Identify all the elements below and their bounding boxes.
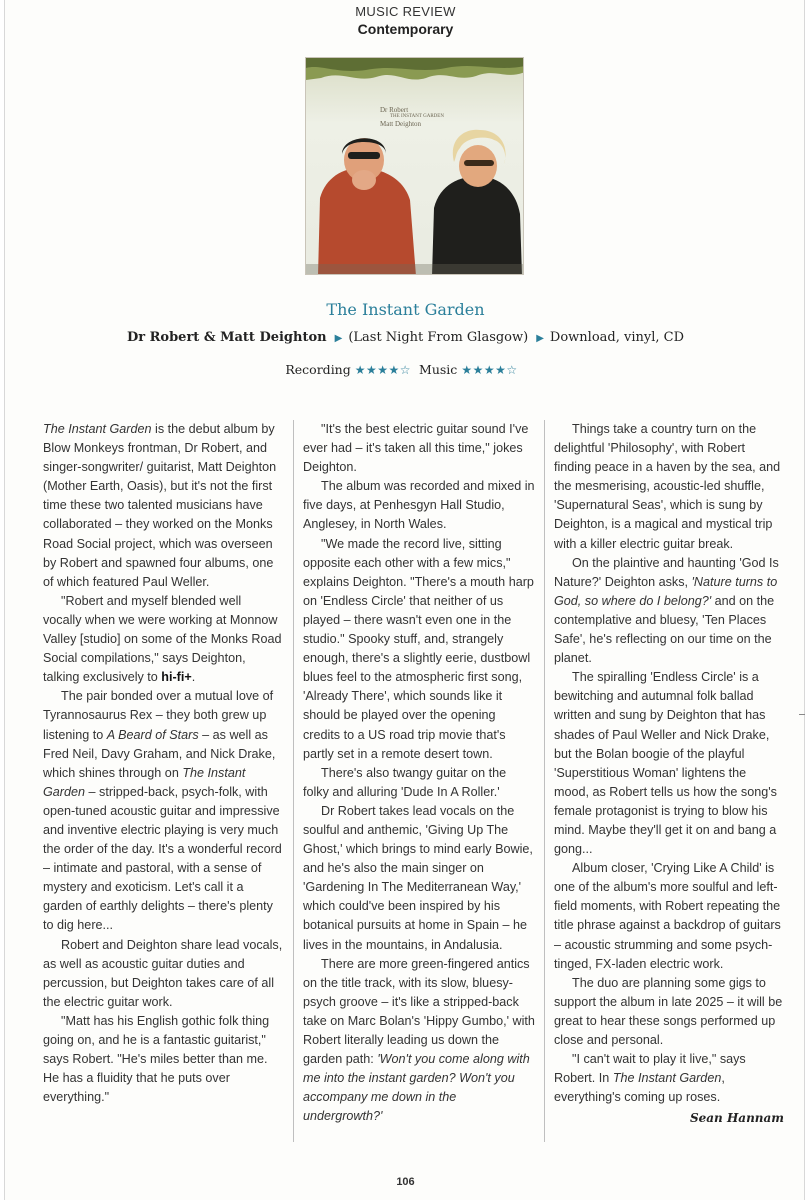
- paragraph: [554, 554, 784, 669]
- cover-lettering: [380, 106, 460, 128]
- paragraph: The album was recorded and mixed in five days, at Penhesgyn Hall Studio, Anglesey, in North Wales.: [303, 479, 535, 532]
- section-subtitle: Contemporary: [357, 21, 454, 37]
- paragraph: The spiralling 'Endless Circle' is a bewitching and autumnal folk ballad written and sung by Deighton that has shades of Paul Weller and Nick Drake, but the Bolan boogie of the playful 'Superstitious Woman' lightens the mood, as Robert tells us how the song's female protagonist is trying to blow his mind. Maybe they'll get it on and bang a gong...: [554, 670, 777, 857]
- review-meta: [5, 330, 806, 345]
- paragraph: [303, 955, 535, 1127]
- paragraph: "Matt has his English gothic folk thing going on, and he is a fantastic guitarist," says Robert. "He's miles better than me. He has a fluidity that he puts over everything.": [43, 1013, 270, 1105]
- formats: Download, vinyl, CD: [549, 330, 685, 345]
- column-2: [293, 420, 535, 1142]
- page-number: 106: [396, 1176, 415, 1188]
- column-1: [43, 420, 283, 1107]
- lyric-quote: 'Nature turns to God, so where do I belong?': [554, 574, 778, 608]
- paragraph: There's also twangy guitar on the folky and alluring 'Dude In A Roller.': [303, 765, 507, 799]
- album-title-italic: The Instant Garden: [43, 422, 152, 436]
- paragraph-text: and on the contemplative and bluesy, 'Ten Places Safe', he's reflecting on our time on the planet.: [554, 593, 775, 666]
- ratings: [5, 362, 806, 377]
- paragraph-text: – as well as Fred Neil, Davy Graham, and Nick Drake, which shines through on: [43, 727, 276, 780]
- triangle-icon: ▶: [334, 333, 343, 344]
- music-stars: ★★★★☆: [461, 363, 518, 377]
- cover-artist-1: Dr Robert: [380, 106, 409, 114]
- paragraph-text: .: [191, 670, 196, 685]
- paragraph: Things take a country turn on the delightful 'Philosophy', with Robert finding peace in a haven by the sea, and the mesmerising, acoustic-led shuffle, 'Supernatural Seas', which is sung by Deighton, is a magical and mystical trip with a killer electric guitar break.: [554, 422, 781, 551]
- paragraph-text: – stripped-back, psych-folk, with open-tuned acoustic guitar and impressive and inventive electric playing is very much the order of the day. It's a wonderful record – intimate and pastoral, with a sense of mystery and exoticism. Let's call it a garden of earthly delights – there's plenty to dig here...: [43, 784, 282, 933]
- author-byline: Sean Hannam: [689, 1111, 784, 1126]
- paragraph: Robert and Deighton share lead vocals, as well as acoustic guitar duties and percussion, but Deighton takes care of all the electric guitar work.: [43, 937, 283, 1009]
- paragraph-text: is the debut album by Blow Monkeys frontman, Dr Robert, and singer-songwriter/ guitarist, Matt Deighton (Mother Earth, Oasis), but it's not the first time these two talented musicians have collaborated – they worked on the Monks Road Social project, which was overseen by Robert and spawned four albums, one of which featured Paul Weller.: [43, 422, 277, 589]
- album-title-italic: The Instant Garden: [612, 1071, 722, 1086]
- album-title-italic: The Instant Garden: [43, 765, 246, 799]
- album-title-italic: A Beard of Stars: [106, 727, 199, 742]
- paragraph: [43, 420, 283, 592]
- paragraph-text: , everything's coming up roses.: [554, 1071, 725, 1105]
- triangle-icon: ▶: [536, 333, 544, 344]
- section-label: MUSIC REVIEW: [355, 4, 456, 19]
- paragraph: [43, 592, 283, 687]
- column-3: [544, 420, 784, 1142]
- paragraph: [43, 687, 283, 935]
- album-title: The Instant Garden: [326, 300, 485, 319]
- margin-mark: [799, 714, 805, 715]
- magazine-page: [4, 0, 805, 1200]
- recording-stars: ★★★★☆: [354, 363, 412, 377]
- paragraph: The duo are planning some gigs to support the album in late 2025 – it will be great to hear these songs performed up close and personal.: [554, 975, 783, 1047]
- recording-label: Recording: [285, 362, 351, 377]
- paragraph-text: The pair bonded over a mutual love of Tyrannosaurus Rex – they both grew up listening to: [43, 689, 274, 742]
- paragraph: "We made the record live, sitting opposite each other with a few mics," explains Deighton. "There's a mouth harp on 'Endless Circle' that neither of us played – there wasn't even one in the studio." Spooky stuff, and, strangely enough, there's a slightly eerie, dustbowl blues feel to the atmospheric first song, 'Already There', which sounds like it should be played over the opening credits to a US road trip movie that's partly set in a remote desert town.: [303, 536, 534, 761]
- magazine-name: hi-fi+: [161, 670, 192, 685]
- artist-names: Dr Robert & Matt Deighton: [126, 330, 327, 345]
- record-label: (Last Night From Glasgow): [348, 330, 529, 345]
- album-cover-art: [306, 58, 524, 275]
- paragraph-text: "I can't wait to play it live," says Robert. In: [554, 1052, 746, 1086]
- cover-album-title: THE INSTANT GARDEN: [390, 114, 444, 119]
- paragraph: Dr Robert takes lead vocals on the soulful and anthemic, 'Giving Up The Ghost,' which brings to mind early Bowie, and he's also the main singer on 'Gardening In The Mediterranean Way,' which could've been inspired by his botanical pursuits at home in Spain – he lives in the mountains, in Andalusia.: [303, 803, 533, 952]
- paragraph-text: There are more green-fingered antics on the title track, with its slow, bluesy-psych groove – it's like a stripped-back take on Marc Bolan's 'Hippy Gumbo,' with Robert literally leading us down the garden path:: [303, 956, 535, 1067]
- album-cover: [305, 57, 524, 275]
- lyric-quote: 'Won't you come along with me into the instant garden? Won't you accompany me down in the undergrowth?': [303, 1052, 530, 1124]
- music-label: Music: [419, 362, 458, 377]
- paragraph-text: "Robert and myself blended well vocally when we were working at Monnow Valley [studio] on some of the Monks Road Social compilations," says Deighton, talking exclusively to: [43, 593, 282, 685]
- cover-artist-2: Matt Deighton: [380, 120, 422, 128]
- paragraph: Album closer, 'Crying Like A Child' is one of the album's more soulful and left-field moments, with Robert repeating the title phrase against a backdrop of guitars – acoustic strumming and some psych-tinged, FX-laden electric work.: [554, 861, 781, 971]
- paragraph-text: On the plaintive and haunting 'God Is Nature?' Deighton asks,: [554, 555, 779, 589]
- paragraph: [554, 1050, 784, 1107]
- paragraph: "It's the best electric guitar sound I've ever had – it's taken all this time," jokes Deighton.: [303, 422, 529, 475]
